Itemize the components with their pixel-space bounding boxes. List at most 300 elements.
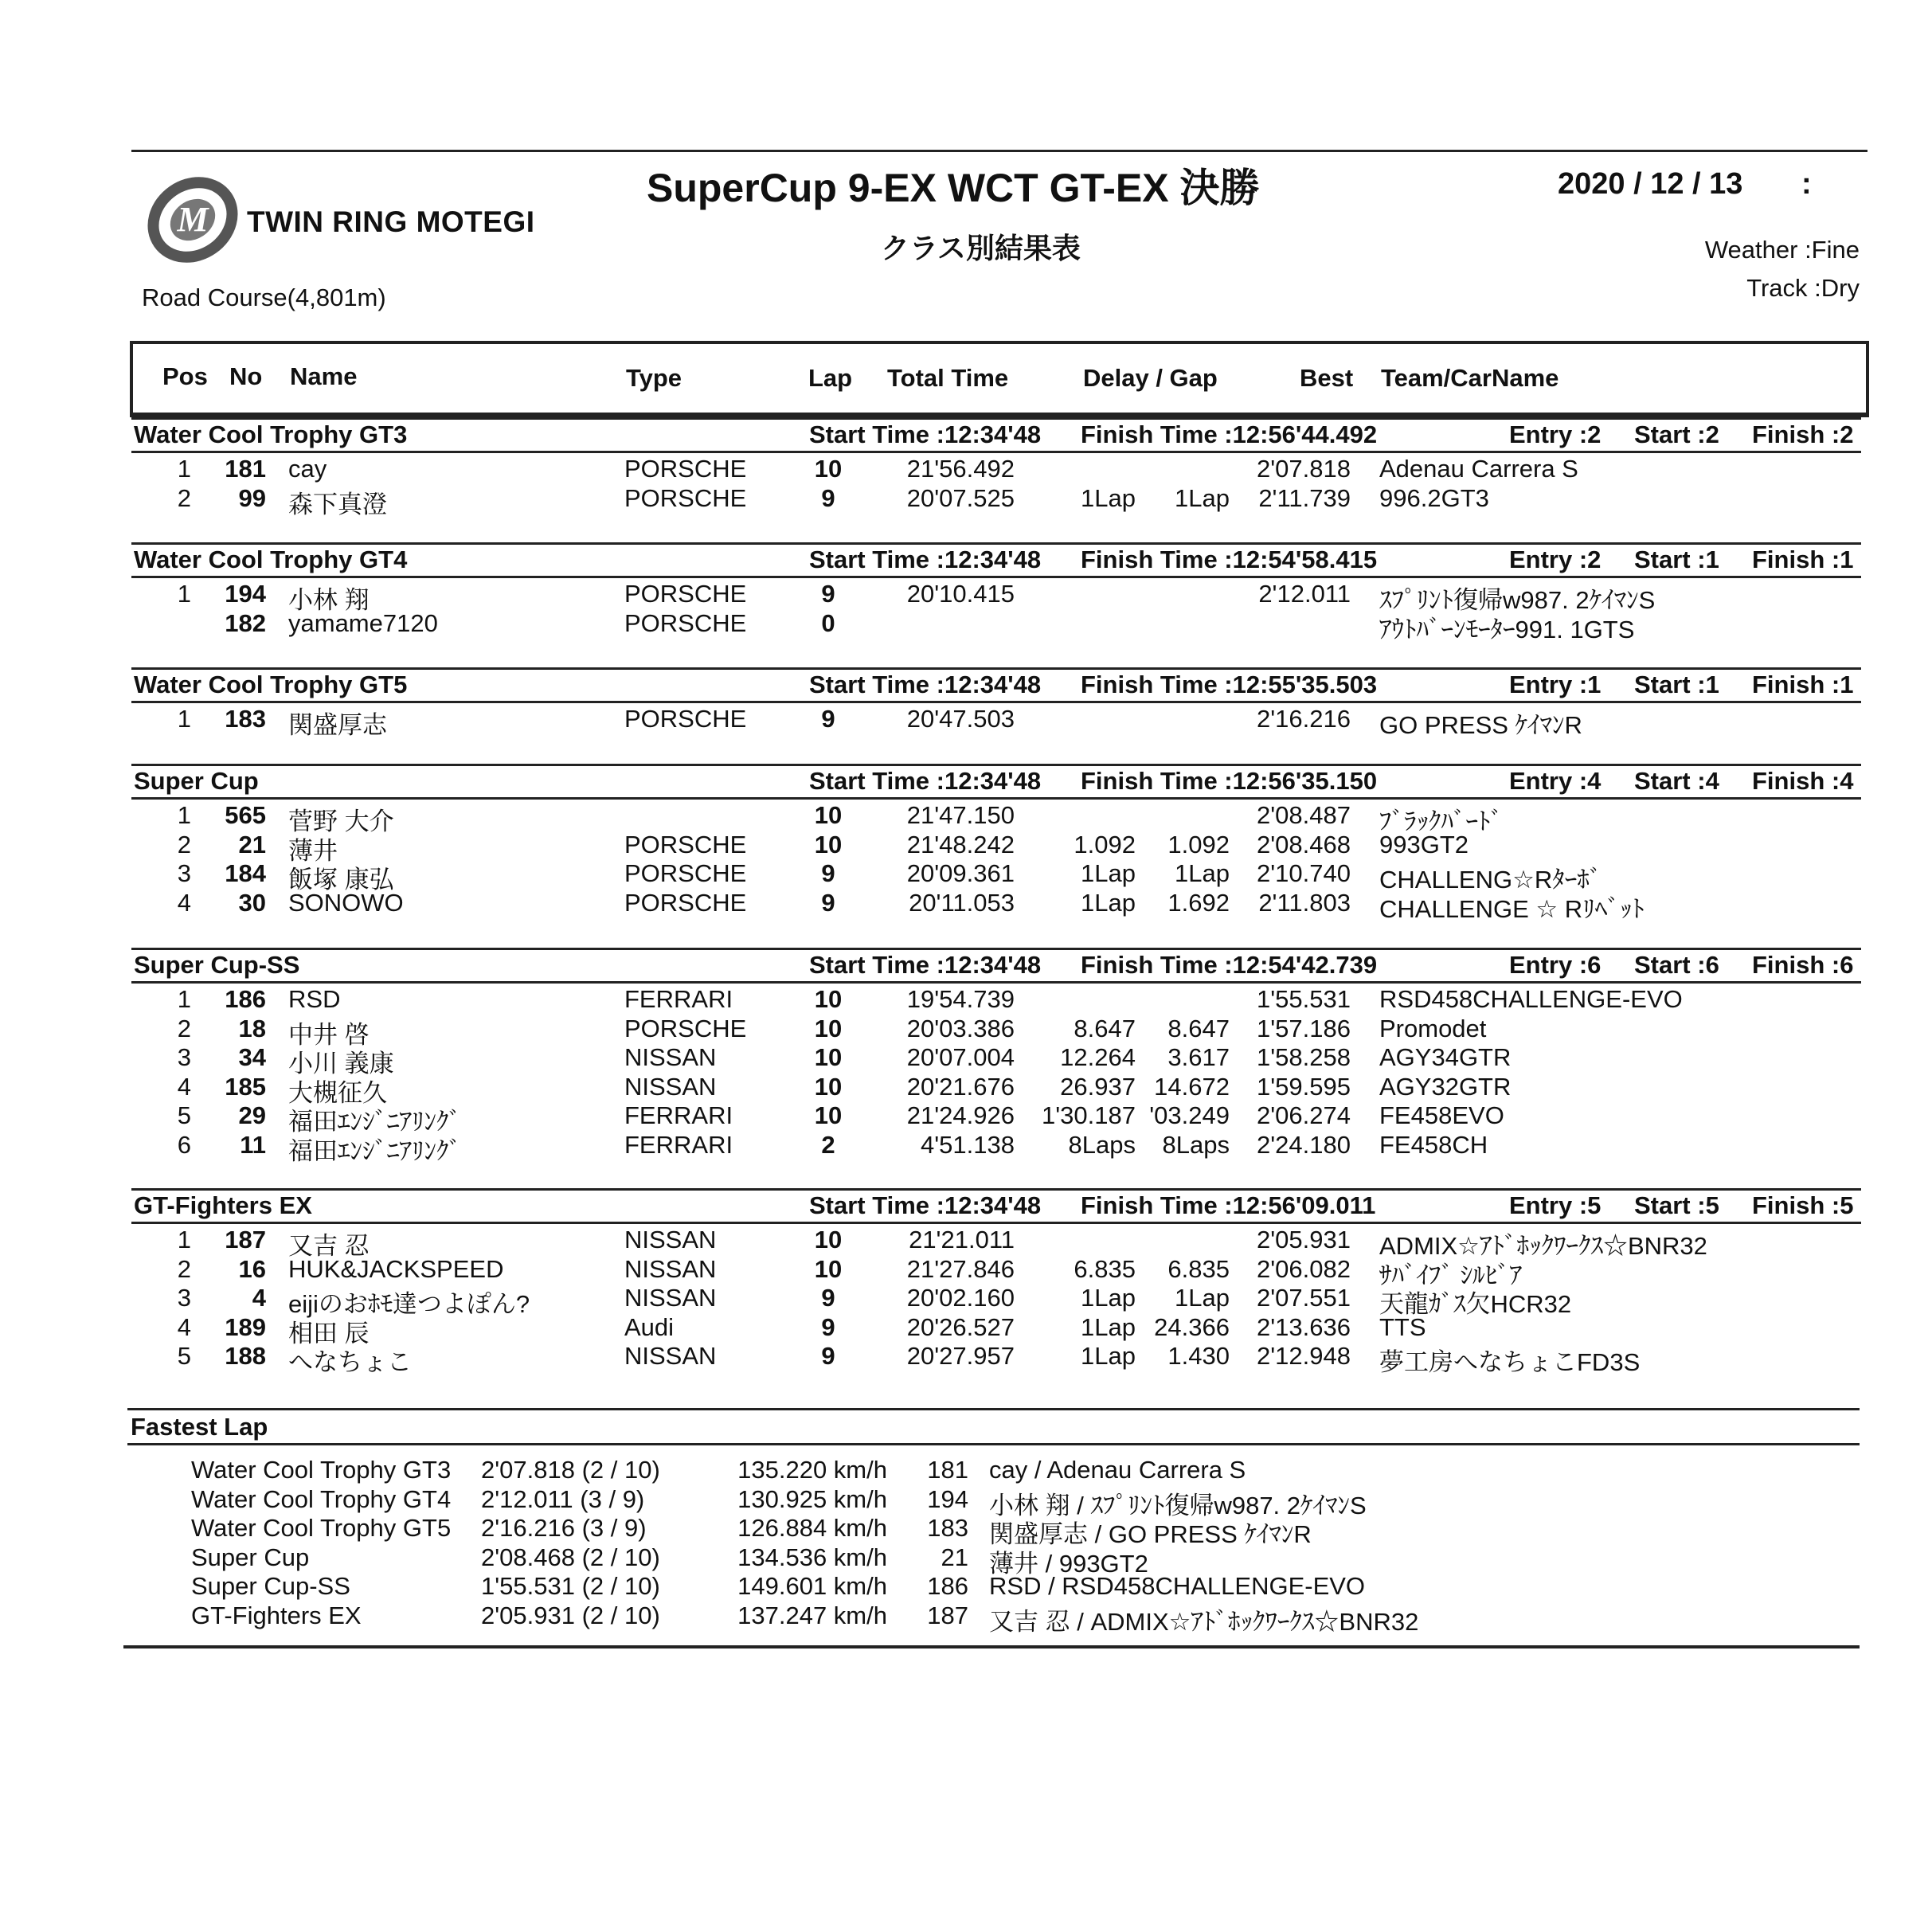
col-lap: Lap: [808, 364, 853, 392]
cell-car-no: 185: [225, 1072, 266, 1101]
cell-delay: 1'30.187: [1042, 1101, 1136, 1129]
fastest-car-no: 186: [927, 1572, 968, 1600]
cell-car-no: 183: [225, 705, 266, 733]
cell-team: 夢工房へなちょこFD3S: [1379, 1348, 1641, 1376]
cell-total-time: 20'27.957: [906, 1342, 1015, 1370]
cell-total-time: 4'51.138: [921, 1130, 1015, 1159]
cell-total-time: 20'07.004: [906, 1043, 1015, 1071]
cell-best-lap: 2'05.931: [1257, 1226, 1351, 1253]
result-row: [0, 1254, 1932, 1289]
cell-car-no: 29: [238, 1101, 266, 1129]
cell-delay: 12.264: [1060, 1043, 1136, 1071]
cell-delay: 1.092: [1074, 830, 1136, 858]
fastest-class: Water Cool Trophy GT5: [191, 1514, 452, 1542]
cell-team: 天龍ｶﾞｽ欠HCR32: [1379, 1290, 1572, 1318]
result-row: [0, 483, 1932, 518]
class-rule-bottom: [131, 451, 1861, 453]
cell-car-type: FERRARI: [624, 985, 733, 1013]
track-label: Track :Dry: [1746, 274, 1860, 302]
fastest-lap-row: [0, 1484, 1932, 1519]
cell-laps: 10: [814, 1014, 843, 1042]
top-rule: [131, 150, 1867, 152]
fastest-time: 2'07.818 (2 / 10): [481, 1456, 660, 1484]
result-row: [0, 1101, 1932, 1136]
class-rule-top: [131, 1188, 1861, 1191]
class-entry-count: Entry :5: [1509, 1191, 1602, 1219]
cell-driver-name: 薄井: [288, 836, 338, 865]
cell-car-type: PORSCHE: [624, 705, 747, 733]
cell-total-time: 20'09.361: [906, 859, 1015, 887]
fastest-driver-car: 関盛厚志 / GO PRESS ｹｲﾏﾝR: [989, 1520, 1312, 1548]
cell-team: Promodet: [1379, 1014, 1487, 1042]
cell-total-time: 21'56.492: [906, 455, 1015, 483]
cell-car-type: FERRARI: [624, 1101, 733, 1129]
cell-gap: 14.672: [1154, 1072, 1230, 1101]
fastest-car-no: 194: [927, 1484, 968, 1513]
cell-pos: 2: [177, 830, 191, 858]
cell-car-type: NISSAN: [624, 1043, 717, 1071]
cell-laps: 10: [814, 1072, 843, 1101]
col-name: Name: [290, 362, 358, 390]
cell-car-type: NISSAN: [624, 1284, 717, 1312]
class-rule-top: [131, 948, 1861, 950]
cell-laps: 2: [821, 1130, 835, 1159]
fastest-class: Super Cup-SS: [191, 1572, 350, 1600]
class-start-time: Start Time :12:34'48: [809, 671, 1042, 698]
logo: [145, 172, 559, 268]
cell-laps: 9: [821, 859, 835, 887]
page-title: SuperCup 9-EX WCT GT-EX 決勝: [647, 166, 1260, 210]
cell-delay: 1Lap: [1081, 1342, 1136, 1370]
cell-pos: 2: [177, 1014, 191, 1042]
fastest-lap-row: [0, 1456, 1932, 1484]
class-finish-count: Finish :5: [1752, 1191, 1854, 1219]
result-row: [0, 455, 1932, 483]
result-row: [0, 830, 1932, 865]
result-row: [0, 608, 1932, 643]
cell-laps: 10: [814, 1101, 843, 1129]
cell-laps: 10: [814, 985, 843, 1013]
cell-best-lap: 2'12.011: [1258, 580, 1351, 608]
cell-gap: 8Laps: [1162, 1130, 1230, 1159]
cell-driver-name: SONOWO: [288, 888, 404, 917]
cell-total-time: 20'07.525: [906, 483, 1015, 512]
cell-best-lap: 2'07.551: [1257, 1284, 1351, 1312]
class-finish-count: Finish :2: [1752, 420, 1854, 448]
cell-pos: 5: [177, 1342, 191, 1370]
cell-delay: 26.937: [1060, 1072, 1136, 1101]
col-team: Team/CarName: [1381, 364, 1559, 392]
cell-driver-name: 森下真澄: [288, 490, 387, 518]
fastest-lap-rule-bottom: [127, 1443, 1860, 1445]
cell-pos: 4: [177, 1072, 191, 1101]
cell-driver-name: HUK&JACKSPEED: [288, 1254, 504, 1283]
cell-laps: 10: [814, 455, 843, 483]
cell-team: ﾌﾞﾗｯｸﾊﾞｰﾄﾞ: [1379, 808, 1503, 835]
class-start-count: Start :5: [1634, 1191, 1719, 1219]
class-finish-time: Finish Time :12:56'35.150: [1081, 767, 1378, 795]
cell-pos: 3: [177, 859, 191, 887]
fastest-speed: 149.601 km/h: [737, 1572, 887, 1600]
cell-team: ｱｳﾄﾊﾞｰﾝﾓｰﾀｰ991. 1GTS: [1379, 615, 1635, 643]
weather-label: Weather :Fine: [1704, 236, 1860, 264]
cell-gap: 24.366: [1154, 1312, 1230, 1341]
class-rule-bottom: [131, 701, 1861, 703]
cell-driver-name: 福田ｴﾝｼﾞﾆｱﾘﾝｸﾞ: [288, 1108, 461, 1136]
race-time-separator: :: [1801, 167, 1812, 201]
cell-best-lap: 1'55.531: [1257, 985, 1351, 1013]
fastest-driver-car: 又吉 忍 / ADMIX☆ｱﾄﾞﾎｯｸﾜｰｸｽ☆BNR32: [989, 1607, 1419, 1636]
cell-driver-name: 菅野 大介: [288, 808, 394, 835]
cell-car-no: 11: [240, 1130, 266, 1159]
class-finish-time: Finish Time :12:54'42.739: [1081, 951, 1378, 979]
cell-pos: 3: [177, 1284, 191, 1312]
cell-team: ADMIX☆ｱﾄﾞﾎｯｸﾜｰｸｽ☆BNR32: [1379, 1232, 1707, 1260]
class-rule-bottom: [131, 981, 1861, 984]
bottom-rule: [123, 1645, 1860, 1648]
cell-car-no: 188: [225, 1342, 266, 1370]
class-name: Water Cool Trophy GT5: [134, 671, 408, 698]
class-rule-top: [131, 764, 1861, 766]
result-row: [0, 1342, 1932, 1376]
cell-delay: 6.835: [1074, 1254, 1136, 1283]
cell-total-time: 20'11.053: [909, 888, 1015, 917]
result-row: [0, 985, 1932, 1014]
cell-driver-name: 中井 啓: [288, 1020, 370, 1049]
cell-best-lap: 2'10.740: [1257, 859, 1351, 887]
fastest-driver-car: RSD / RSD458CHALLENGE-EVO: [989, 1572, 1366, 1600]
cell-best-lap: 2'12.948: [1257, 1342, 1351, 1370]
cell-laps: 9: [821, 1342, 835, 1370]
fastest-speed: 134.536 km/h: [737, 1543, 887, 1571]
cell-pos: 4: [177, 1312, 191, 1341]
class-finish-count: Finish :6: [1752, 951, 1854, 979]
cell-car-no: 18: [238, 1014, 266, 1042]
fastest-lap-row: [0, 1543, 1932, 1578]
col-pos: Pos: [162, 362, 208, 390]
result-row: [0, 1043, 1932, 1077]
cell-gap: 1.692: [1167, 888, 1230, 917]
cell-pos: 1: [177, 580, 191, 608]
cell-team: 996.2GT3: [1379, 483, 1489, 512]
cell-team: AGY32GTR: [1379, 1072, 1512, 1101]
cell-total-time: 20'26.527: [906, 1312, 1015, 1341]
cell-total-time: 21'27.846: [906, 1254, 1015, 1283]
cell-total-time: 20'10.415: [906, 580, 1015, 608]
cell-car-type: PORSCHE: [624, 608, 747, 637]
col-type: Type: [626, 364, 682, 392]
result-row: [0, 1072, 1932, 1107]
cell-best-lap: 1'59.595: [1257, 1072, 1351, 1101]
cell-laps: 10: [814, 1254, 843, 1283]
result-row: [0, 801, 1932, 835]
cell-team: RSD458CHALLENGE-EVO: [1379, 985, 1683, 1013]
cell-car-type: NISSAN: [624, 1342, 717, 1370]
result-row: [0, 1130, 1932, 1165]
cell-total-time: 21'47.150: [906, 801, 1015, 829]
cell-driver-name: RSD: [288, 985, 341, 1013]
fastest-lap-row: [0, 1514, 1932, 1548]
class-start-count: Start :4: [1634, 767, 1719, 795]
cell-total-time: 21'21.011: [909, 1226, 1015, 1253]
cell-total-time: 20'21.676: [906, 1072, 1015, 1101]
result-row: [0, 705, 1932, 739]
cell-team: TTS: [1379, 1312, 1426, 1341]
cell-pos: 1: [177, 455, 191, 483]
cell-car-type: PORSCHE: [624, 580, 747, 608]
class-finish-time: Finish Time :12:56'09.011: [1081, 1191, 1376, 1219]
cell-team: FE458CH: [1379, 1130, 1488, 1159]
cell-delay: 8.647: [1074, 1014, 1136, 1042]
cell-total-time: 20'02.160: [906, 1284, 1015, 1312]
cell-pos: 2: [177, 1254, 191, 1283]
cell-laps: 9: [821, 1284, 835, 1312]
cell-team: ｽﾌﾟﾘﾝﾄ復帰w987. 2ｹｲﾏﾝS: [1379, 586, 1656, 614]
fastest-car-no: 181: [927, 1456, 968, 1484]
cell-driver-name: yamame7120: [288, 608, 438, 637]
class-rule-bottom: [131, 797, 1861, 800]
cell-best-lap: 2'24.180: [1257, 1130, 1351, 1159]
class-name: Water Cool Trophy GT3: [134, 420, 408, 448]
cell-laps: 9: [821, 580, 835, 608]
fastest-class: Water Cool Trophy GT3: [191, 1456, 452, 1484]
result-row: [0, 859, 1932, 894]
class-entry-count: Entry :4: [1509, 767, 1602, 795]
cell-driver-name: 大槻征久: [288, 1078, 387, 1107]
cell-gap: 8.647: [1167, 1014, 1230, 1042]
fastest-lap-row: [0, 1572, 1932, 1601]
cell-driver-name: 又吉 忍: [288, 1232, 370, 1260]
class-start-count: Start :1: [1634, 546, 1719, 573]
cell-best-lap: 2'08.487: [1257, 801, 1351, 829]
cell-car-no: 21: [238, 830, 266, 858]
cell-car-no: 565: [225, 801, 266, 829]
cell-best-lap: 2'08.468: [1257, 830, 1351, 858]
cell-delay: 1Lap: [1081, 888, 1136, 917]
result-row: [0, 888, 1932, 923]
fastest-class: Super Cup: [191, 1543, 310, 1571]
cell-laps: 10: [814, 830, 843, 858]
class-name: Super Cup-SS: [134, 951, 300, 979]
cell-car-no: 34: [238, 1043, 266, 1071]
class-finish-time: Finish Time :12:54'58.415: [1081, 546, 1378, 573]
cell-car-type: FERRARI: [624, 1130, 733, 1159]
cell-team: Adenau Carrera S: [1379, 455, 1578, 483]
fastest-speed: 126.884 km/h: [737, 1514, 887, 1542]
class-start-time: Start Time :12:34'48: [809, 951, 1042, 979]
cell-delay: 1Lap: [1081, 1312, 1136, 1341]
fastest-time: 2'08.468 (2 / 10): [481, 1543, 660, 1571]
twin-ring-logo-icon: [145, 172, 241, 268]
cell-car-type: Audi: [624, 1312, 675, 1341]
cell-total-time: 20'47.503: [906, 705, 1015, 733]
course-label: Road Course(4,801m): [142, 284, 386, 311]
cell-car-type: PORSCHE: [624, 483, 747, 512]
cell-driver-name: 相田 辰: [288, 1319, 370, 1347]
fastest-car-no: 183: [927, 1514, 968, 1542]
cell-gap: 6.835: [1167, 1254, 1230, 1283]
cell-car-type: PORSCHE: [624, 455, 747, 483]
class-entry-count: Entry :1: [1509, 671, 1602, 698]
class-start-count: Start :6: [1634, 951, 1719, 979]
fastest-time: 1'55.531 (2 / 10): [481, 1572, 660, 1600]
class-finish-time: Finish Time :12:55'35.503: [1081, 671, 1378, 698]
cell-driver-name: へなちょこ: [288, 1348, 412, 1376]
page-subtitle: クラス別結果表: [881, 232, 1081, 264]
fastest-car-no: 187: [927, 1601, 968, 1629]
fastest-speed: 130.925 km/h: [737, 1484, 887, 1513]
cell-car-no: 184: [225, 859, 266, 887]
cell-car-type: NISSAN: [624, 1072, 717, 1101]
cell-laps: 10: [814, 1226, 843, 1253]
class-entry-count: Entry :2: [1509, 546, 1602, 573]
cell-gap: 1Lap: [1175, 483, 1230, 512]
race-date: 2020 / 12 / 13: [1558, 167, 1743, 201]
cell-pos: 3: [177, 1043, 191, 1071]
cell-car-no: 194: [225, 580, 266, 608]
logo-text: TWIN RING MOTEGI: [247, 205, 535, 238]
cell-pos: 1: [177, 985, 191, 1013]
class-start-time: Start Time :12:34'48: [809, 420, 1042, 448]
cell-car-no: 181: [225, 455, 266, 483]
fastest-time: 2'05.931 (2 / 10): [481, 1601, 660, 1629]
cell-car-no: 30: [238, 888, 266, 917]
col-delay-gap: Delay / Gap: [1083, 364, 1218, 392]
class-start-time: Start Time :12:34'48: [809, 546, 1042, 573]
cell-car-no: 99: [238, 483, 266, 512]
class-rule-bottom: [131, 1222, 1861, 1224]
cell-car-no: 182: [225, 608, 266, 637]
fastest-lap-rule-top: [127, 1408, 1860, 1410]
cell-best-lap: 1'57.186: [1257, 1014, 1351, 1042]
fastest-time: 2'16.216 (3 / 9): [481, 1514, 647, 1542]
cell-gap: 1.092: [1167, 830, 1230, 858]
cell-team: ｻﾊﾞｲﾌﾞ ｼﾙﾋﾞｱ: [1379, 1261, 1523, 1289]
cell-car-no: 4: [252, 1284, 266, 1312]
cell-best-lap: 2'11.803: [1258, 888, 1351, 917]
col-best: Best: [1300, 364, 1354, 392]
cell-driver-name: cay: [288, 455, 327, 483]
cell-total-time: 21'48.242: [906, 830, 1015, 858]
cell-pos: 1: [177, 705, 191, 733]
cell-total-time: 19'54.739: [906, 985, 1015, 1013]
result-row: [0, 1312, 1932, 1347]
cell-team: FE458EVO: [1379, 1101, 1504, 1129]
cell-pos: 4: [177, 888, 191, 917]
class-entry-count: Entry :6: [1509, 951, 1602, 979]
cell-car-no: 16: [238, 1254, 266, 1283]
cell-laps: 10: [814, 1043, 843, 1071]
cell-team: CHALLENGE ☆ Rﾘﾍﾞｯﾄ: [1379, 894, 1645, 923]
cell-gap: 1Lap: [1175, 859, 1230, 887]
cell-laps: 9: [821, 705, 835, 733]
fastest-driver-car: cay / Adenau Carrera S: [989, 1456, 1246, 1484]
fastest-driver-car: 薄井 / 993GT2: [989, 1549, 1148, 1578]
cell-team: AGY34GTR: [1379, 1043, 1512, 1071]
col-no: No: [229, 362, 263, 390]
fastest-car-no: 21: [941, 1543, 968, 1571]
fastest-lap-title: Fastest Lap: [131, 1413, 268, 1441]
cell-laps: 9: [821, 483, 835, 512]
cell-best-lap: 2'06.274: [1257, 1101, 1351, 1129]
class-entry-count: Entry :2: [1509, 420, 1602, 448]
cell-car-type: PORSCHE: [624, 859, 747, 887]
cell-best-lap: 2'13.636: [1257, 1312, 1351, 1341]
result-row: [0, 1226, 1932, 1260]
cell-driver-name: 小川 義康: [288, 1050, 394, 1077]
cell-gap: 3.617: [1167, 1043, 1230, 1071]
fastest-class: GT-Fighters EX: [191, 1601, 362, 1629]
class-rule-bottom: [131, 576, 1861, 578]
cell-team: 993GT2: [1379, 830, 1469, 858]
cell-pos: 1: [177, 801, 191, 829]
svg-text:M: M: [177, 200, 209, 239]
cell-car-no: 187: [225, 1226, 266, 1253]
cell-gap: 1Lap: [1175, 1284, 1230, 1312]
class-start-time: Start Time :12:34'48: [809, 1191, 1042, 1219]
result-row: [0, 1014, 1932, 1049]
cell-car-type: PORSCHE: [624, 1014, 747, 1042]
cell-pos: 2: [177, 483, 191, 512]
cell-driver-name: 飯塚 康弘: [288, 866, 394, 894]
class-name: GT-Fighters EX: [134, 1191, 312, 1219]
cell-car-type: NISSAN: [624, 1226, 717, 1253]
cell-best-lap: 2'07.818: [1257, 455, 1351, 483]
cell-driver-name: 福田ｴﾝｼﾞﾆｱﾘﾝｸﾞ: [288, 1136, 461, 1165]
cell-laps: 9: [821, 888, 835, 917]
cell-team: GO PRESS ｹｲﾏﾝR: [1379, 711, 1582, 739]
cell-gap: 1.430: [1167, 1342, 1230, 1370]
cell-best-lap: 1'58.258: [1257, 1043, 1351, 1071]
cell-driver-name: 小林 翔: [288, 586, 370, 614]
class-finish-count: Finish :1: [1752, 671, 1854, 698]
cell-car-type: PORSCHE: [624, 830, 747, 858]
cell-driver-name: 関盛厚志: [288, 711, 387, 739]
class-start-count: Start :1: [1634, 671, 1719, 698]
cell-best-lap: 2'06.082: [1257, 1254, 1351, 1283]
fastest-speed: 135.220 km/h: [737, 1456, 887, 1484]
cell-gap: '03.249: [1149, 1101, 1230, 1129]
class-finish-count: Finish :1: [1752, 546, 1854, 573]
cell-total-time: 20'03.386: [906, 1014, 1015, 1042]
class-start-count: Start :2: [1634, 420, 1719, 448]
cell-laps: 0: [821, 608, 835, 637]
class-rule-top: [131, 417, 1861, 420]
class-rule-top: [131, 667, 1861, 670]
class-finish-count: Finish :4: [1752, 767, 1854, 795]
cell-car-no: 189: [225, 1312, 266, 1341]
class-start-time: Start Time :12:34'48: [809, 767, 1042, 795]
cell-pos: 6: [177, 1130, 191, 1159]
cell-car-type: NISSAN: [624, 1254, 717, 1283]
result-row: [0, 580, 1932, 614]
col-total-time: Total Time: [887, 364, 1009, 392]
cell-best-lap: 2'16.216: [1257, 705, 1351, 733]
fastest-lap-row: [0, 1601, 1932, 1636]
cell-delay: 8Laps: [1068, 1130, 1136, 1159]
cell-best-lap: 2'11.739: [1258, 483, 1351, 512]
cell-team: CHALLENG☆Rﾀｰﾎﾞ: [1379, 866, 1602, 894]
cell-pos: 5: [177, 1101, 191, 1129]
fastest-class: Water Cool Trophy GT4: [191, 1484, 452, 1513]
class-name: Water Cool Trophy GT4: [134, 546, 408, 573]
cell-pos: 1: [177, 1226, 191, 1253]
class-rule-top: [131, 542, 1861, 545]
cell-delay: 1Lap: [1081, 1284, 1136, 1312]
cell-car-type: PORSCHE: [624, 888, 747, 917]
class-name: Super Cup: [134, 767, 259, 795]
cell-car-no: 186: [225, 985, 266, 1013]
